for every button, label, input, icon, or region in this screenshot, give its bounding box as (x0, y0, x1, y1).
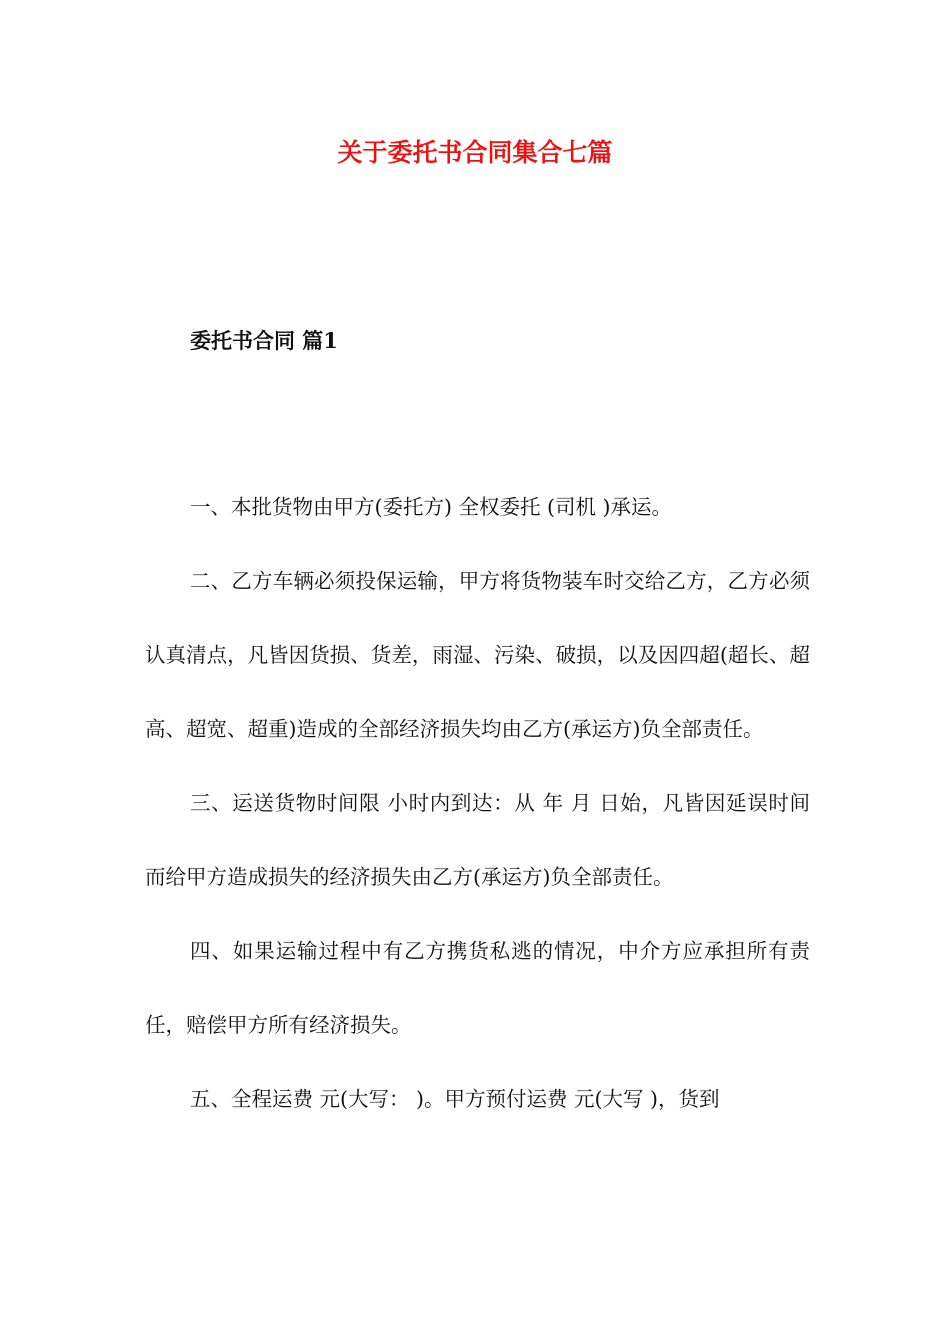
paragraph-4: 四、如果运输过程中有乙方携货私逃的情况，中介方应承担所有责任，赔偿甲方所有经济损失。 (145, 939, 810, 1037)
paragraph-5: 五、全程运费 元(大写： )。甲方预付运费 元(大写 )，货到 (190, 1087, 720, 1111)
section-heading: 委托书合同 篇1 (190, 328, 338, 353)
document-body (145, 470, 810, 1136)
paragraph-1: 一、本批货物由甲方(委托方) 全权委托 (司机 )承运。 (190, 495, 673, 519)
paragraph-3: 三、运送货物时间限 小时内到达：从 年 月 日始，凡皆因延误时间而给甲方造成损失的经济损失由乙方(承运方)负全部责任。 (145, 791, 810, 889)
document-title: 关于委托书合同集合七篇 (337, 138, 613, 167)
paragraph-2: 二、乙方车辆必须投保运输，甲方将货物装车时交给乙方，乙方必须认真清点，凡皆因货损、货差，雨湿、污染、破损，以及因四超(超长、超高、超宽、超重)造成的全部经济损失均由乙方(承运方)负全部责任。 (145, 569, 810, 741)
